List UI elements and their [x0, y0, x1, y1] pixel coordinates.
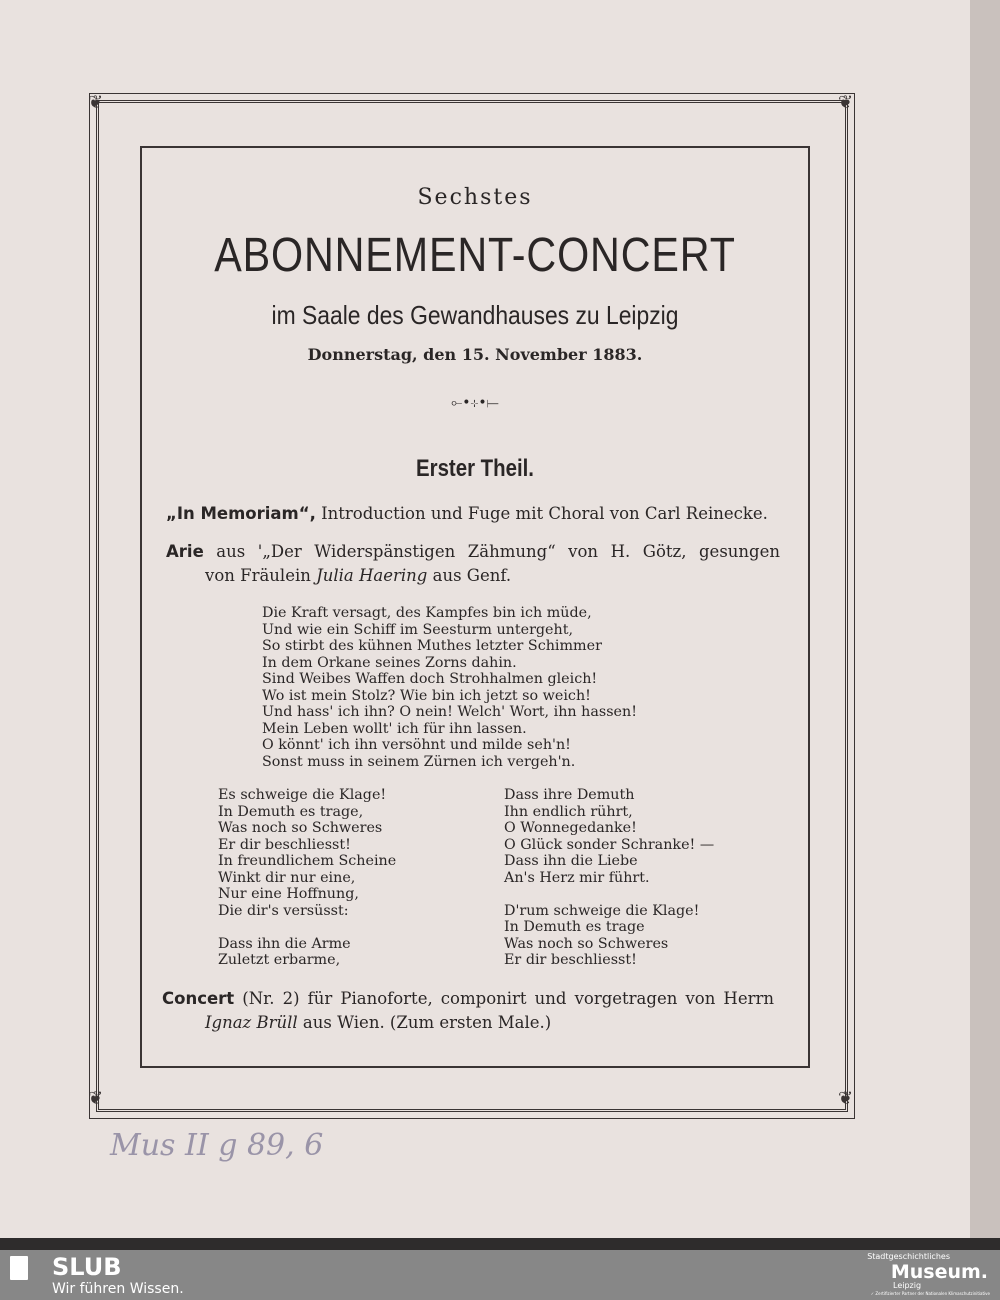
corner-ornament-icon: ❦	[838, 92, 854, 113]
poem-line: Sonst muss in seinem Zürnen ich vergeh'n.	[262, 753, 576, 770]
poem-line: Was noch so Schweres	[504, 935, 669, 952]
page-edge	[970, 0, 1000, 1242]
item-text: aus Genf.	[427, 566, 512, 585]
item-text: aus Wien. (Zum ersten Male.)	[297, 1013, 552, 1032]
poem-line: Die Kraft versagt, des Kampfes bin ich müde,	[262, 605, 592, 621]
museum-city: Leipzig	[893, 1281, 922, 1290]
footer-bar	[0, 1250, 1000, 1300]
slub-tagline: Wir führen Wissen.	[52, 1281, 184, 1297]
item-title: Concert	[162, 989, 235, 1008]
item-text: von Fräulein	[205, 566, 317, 585]
poem-line: Er dir beschliesst!	[504, 952, 637, 968]
corner-ornament-icon: ❦	[838, 1088, 854, 1109]
poem-line: O Glück sonder Schranke! —	[504, 836, 715, 853]
item-text: Introduction und Fuge mit Choral von Carl Reinecke.	[315, 504, 768, 523]
poem-line: Nur eine Hoffnung,	[218, 886, 359, 902]
performer-name: Ignaz Brüll	[205, 1013, 298, 1032]
singer-name: Julia Haering	[316, 566, 428, 585]
program-item-2-line2	[205, 564, 511, 588]
poem-line: Zuletzt erbarme,	[218, 952, 341, 968]
poem-line: Dass ihn die Liebe	[504, 853, 638, 869]
item-text: aus '„Der Widerspänstigen Zähmung“ von H. Götz, gesungen	[203, 542, 780, 561]
item-title: „In Memoriam“,	[166, 504, 316, 523]
poem-line: Und wie ein Schiff im Seesturm untergeht,	[262, 621, 574, 638]
program-item-3	[162, 987, 774, 1011]
program-item-3-line2	[205, 1011, 551, 1035]
poem-line: Es schweige die Klage!	[218, 787, 387, 803]
venue: im Saale des Gewandhauses zu Leipzig	[271, 300, 679, 330]
poem-line: Sind Weibes Waffen doch Strohhalmen gleich!	[262, 671, 598, 687]
corner-ornament-icon: ❦	[88, 92, 104, 113]
poem-line: D'rum schweige die Klage!	[504, 902, 700, 919]
heading: Sechstes	[417, 185, 533, 210]
poem-line: Was noch so Schweres	[218, 820, 383, 836]
poem-line: Und hass' ich ihn? O nein! Welch' Wort, ihn hassen!	[262, 704, 637, 720]
poem-line: In freundlichem Scheine	[218, 853, 397, 869]
handwritten-shelfmark: Mus II g 89, 6	[110, 1128, 324, 1163]
poem-main	[262, 605, 637, 770]
museum-note: ✓ Zertifizierter Partner der Nationalen Klimaschutzinitiative	[870, 1291, 990, 1296]
poem-line	[504, 886, 714, 903]
poem-right-column	[504, 787, 714, 969]
museum-prefix: Stadtgeschichtliches	[867, 1252, 950, 1261]
poem-line: Mein Leben wollt' ich für ihn lassen.	[262, 720, 527, 737]
poem-line: Er dir beschliesst!	[218, 836, 351, 853]
page-title: ABONNEMENT-CONCERT	[214, 229, 736, 282]
poem-line: In Demuth es trage	[504, 919, 645, 935]
poem-line: Dass ihn die Arme	[218, 935, 351, 952]
item-text: (Nr. 2) für Pianoforte, componirt und vorgetragen von Herrn	[234, 989, 774, 1008]
poem-line: Dass ihre Demuth	[504, 787, 635, 803]
poem-line: Wo ist mein Stolz? Wie bin ich jetzt so weich!	[262, 687, 591, 704]
poem-line: In dem Orkane seines Zorns dahin.	[262, 654, 517, 671]
poem-line: Ihn endlich rührt,	[504, 803, 633, 820]
program-item-1	[166, 502, 768, 526]
poem-left-column	[218, 787, 396, 969]
slub-logo-icon[interactable]	[10, 1256, 28, 1280]
date: Donnerstag, den 15. November 1883.	[307, 345, 643, 364]
poem-line: In Demuth es trage,	[218, 803, 364, 820]
slub-name[interactable]: SLUB	[52, 1253, 122, 1281]
museum-name[interactable]: Museum.	[890, 1261, 988, 1283]
poem-line	[218, 919, 396, 936]
poem-line: An's Herz mir führt.	[504, 869, 650, 886]
section-title: Erster Theil.	[416, 455, 534, 482]
poem-line: So stirbt des kühnen Muthes letzter Schimmer	[262, 638, 602, 654]
poem-line: O könnt' ich ihn versöhnt und milde seh'n!	[262, 737, 571, 753]
item-title: Arie	[166, 542, 204, 561]
poem-line: Die dir's versüsst:	[218, 902, 349, 919]
divider-ornament-icon: ⟜•⊹•⟝	[451, 395, 499, 411]
poem-line: Winkt dir nur eine,	[218, 869, 356, 886]
program-item-2	[166, 540, 780, 564]
corner-ornament-icon: ❦	[88, 1088, 104, 1109]
poem-line: O Wonnegedanke!	[504, 820, 637, 836]
